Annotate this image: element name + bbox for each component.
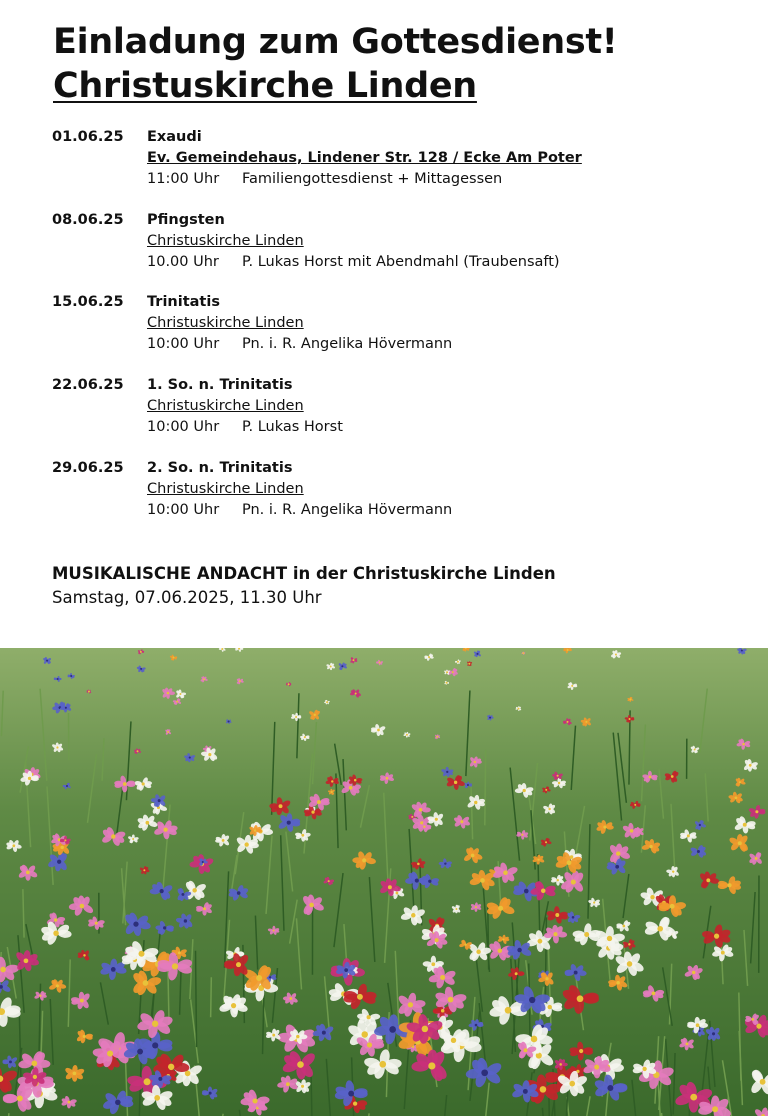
service-time: 10:00 Uhr (147, 502, 220, 518)
service-name: Exaudi (147, 129, 202, 145)
service-description: P. Lukas Horst (242, 419, 343, 435)
page-title (53, 20, 617, 108)
service-time: 10.00 Uhr (147, 254, 219, 270)
service-location: Christuskirche Linden (147, 398, 304, 414)
service-location: Christuskirche Linden (147, 481, 304, 497)
service-description: Familiengottesdienst + Mittagessen (242, 171, 503, 187)
music-devotion-title: MUSIKALISCHE ANDACHT in der Christuskirche Linden (52, 564, 556, 583)
service-name: Pfingsten (147, 212, 225, 228)
service-date: 15.06.25 (52, 294, 124, 310)
service-time: 10:00 Uhr (147, 336, 220, 352)
title-line-2: Christuskirche Linden (53, 66, 477, 106)
flower-meadow-photo (0, 648, 768, 1116)
music-devotion (52, 562, 556, 610)
music-devotion-datetime: Samstag, 07.06.2025, 11.30 Uhr (52, 588, 322, 607)
service-location: Ev. Gemeindehaus, Lindener Str. 128 / Ecke Am Poter (147, 150, 582, 166)
title-line-1: Einladung zum Gottesdienst! (53, 22, 618, 62)
service-date: 22.06.25 (52, 377, 124, 393)
service-date: 01.06.25 (52, 129, 124, 145)
service-description: Pn. i. R. Angelika Hövermann (242, 336, 453, 352)
service-time: 11:00 Uhr (147, 171, 220, 187)
service-name: 2. So. n. Trinitatis (147, 460, 293, 476)
service-description: Pn. i. R. Angelika Hövermann (242, 502, 453, 518)
service-time: 10:00 Uhr (147, 419, 220, 435)
service-name: Trinitatis (147, 294, 220, 310)
service-name: 1. So. n. Trinitatis (147, 377, 293, 393)
service-location: Christuskirche Linden (147, 315, 304, 331)
service-location: Christuskirche Linden (147, 233, 304, 249)
service-date: 08.06.25 (52, 212, 124, 228)
service-description: P. Lukas Horst mit Abendmahl (Traubensaft) (242, 254, 560, 270)
service-date: 29.06.25 (52, 460, 124, 476)
